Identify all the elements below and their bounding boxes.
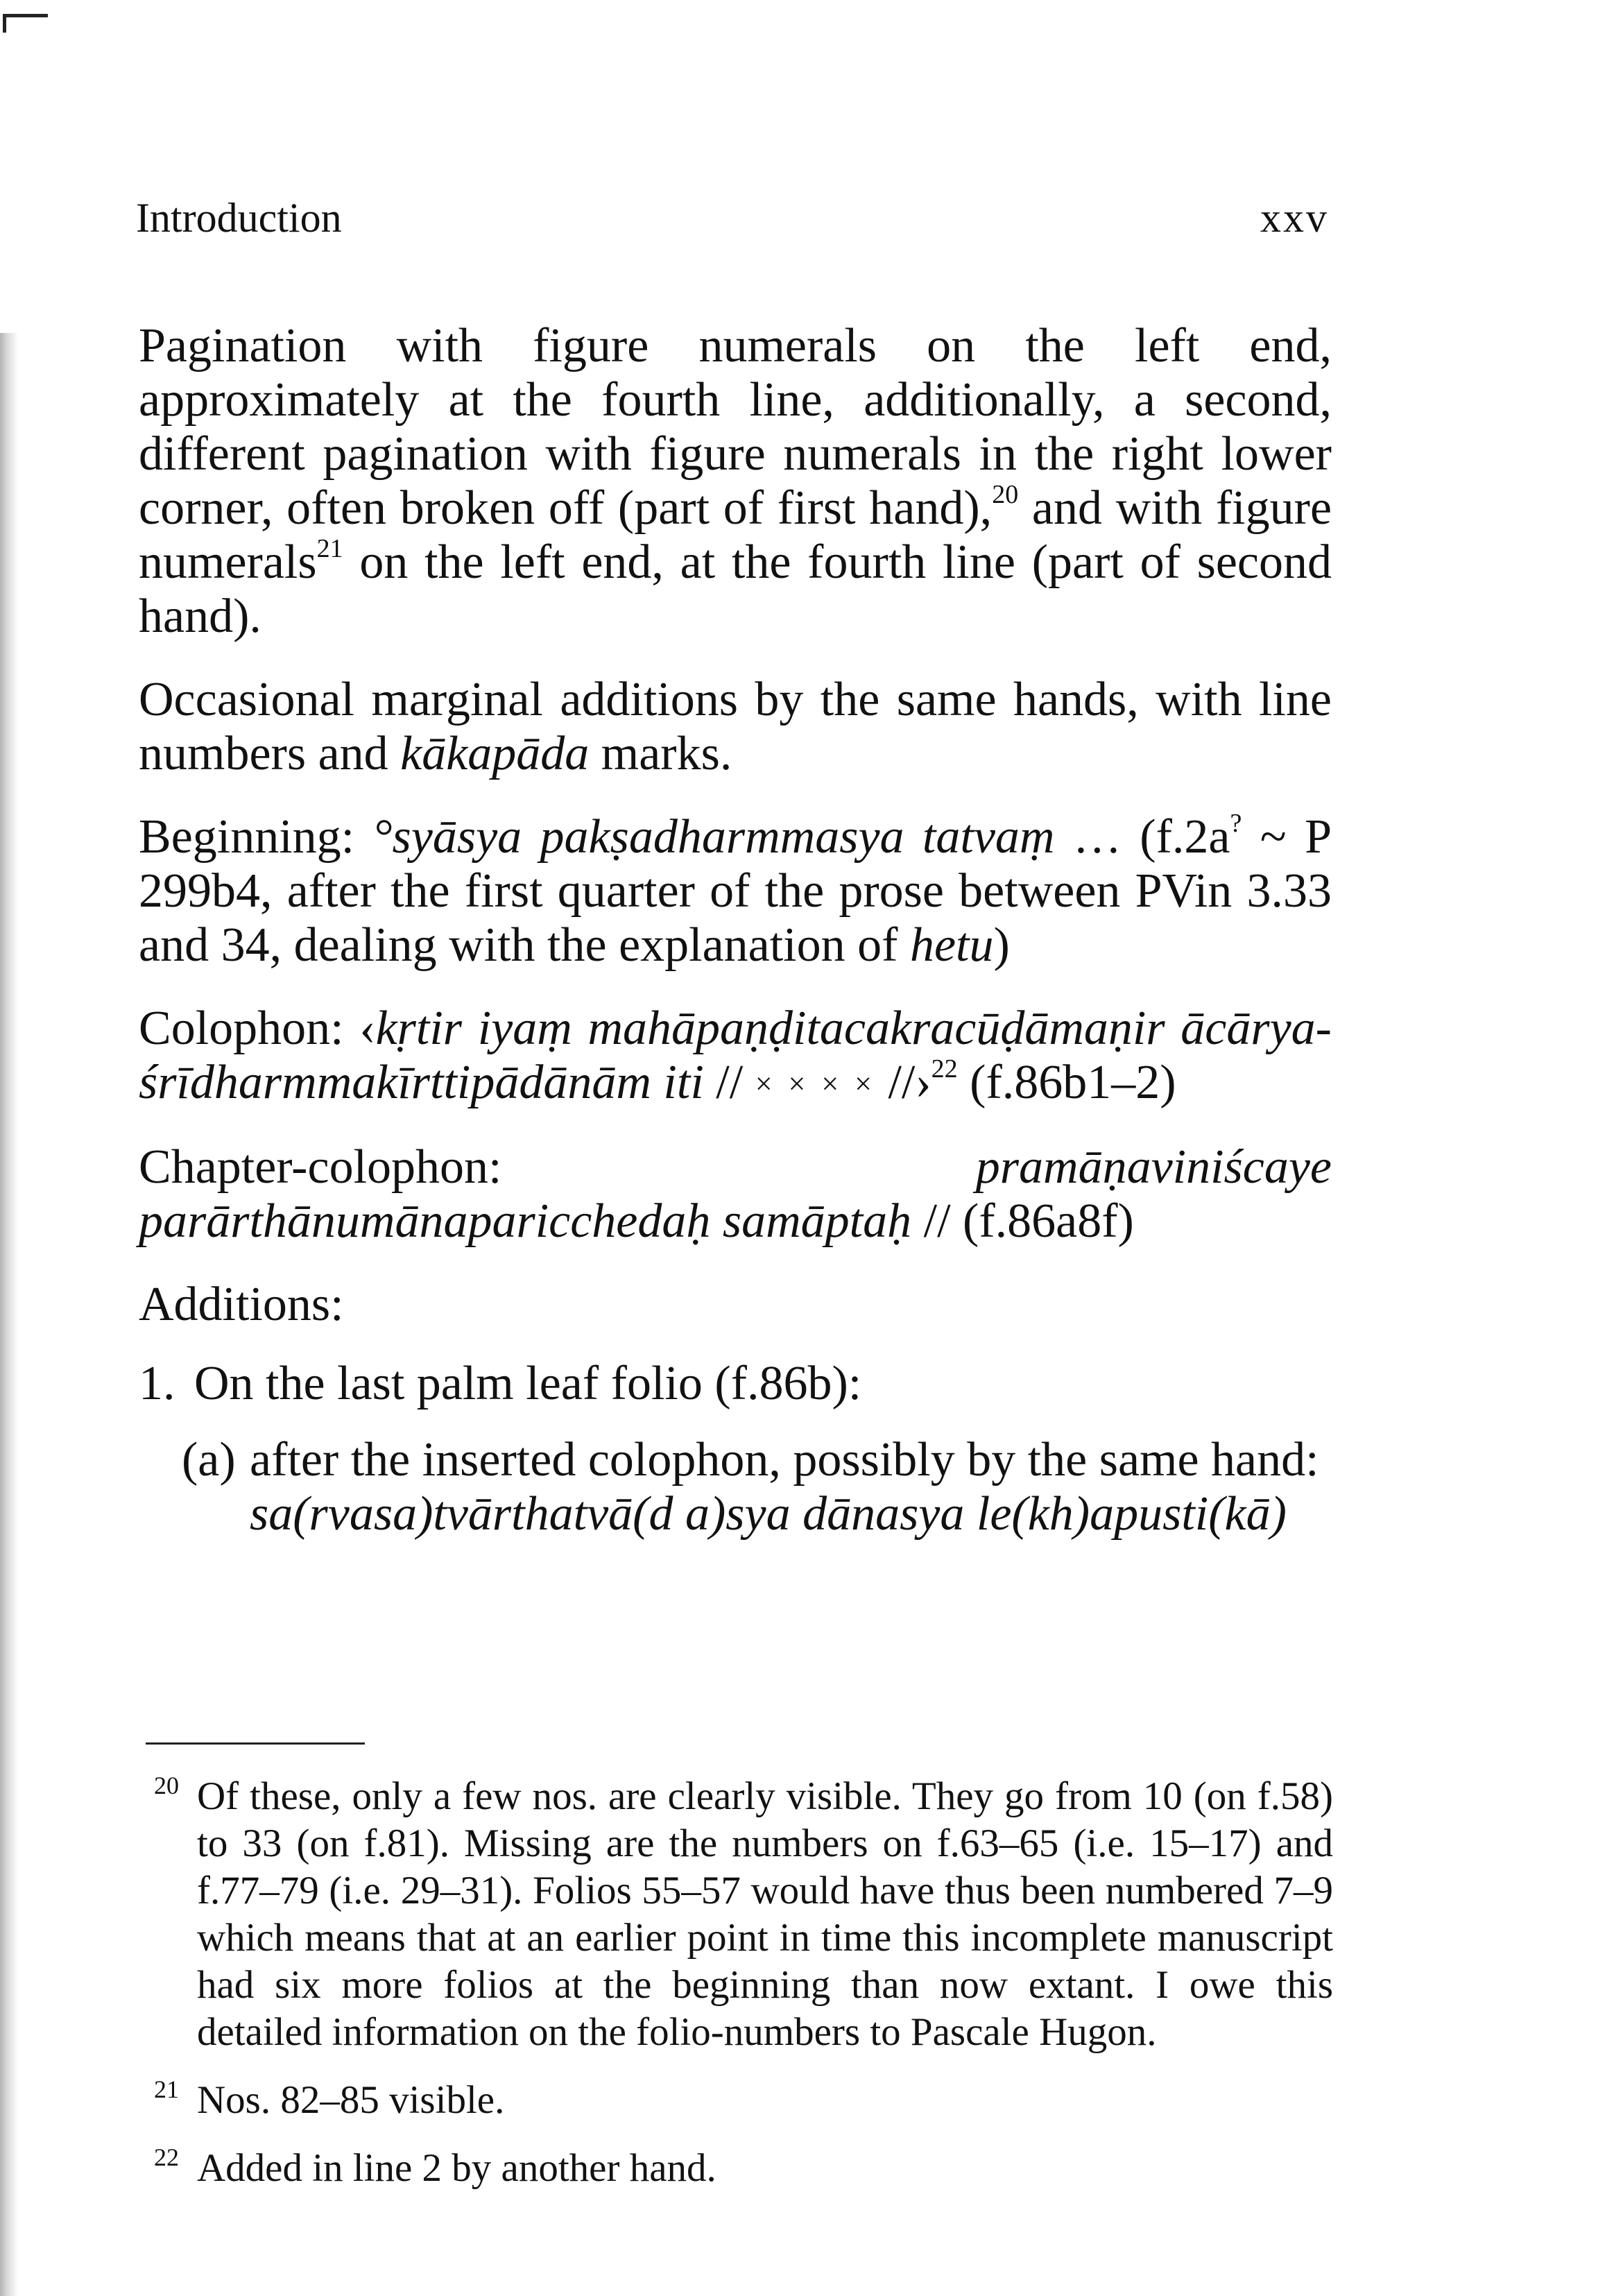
colophon-label: Colophon: [139, 1002, 360, 1055]
footnote-number: 22 [154, 2143, 179, 2171]
footnote-text: Added in line 2 by another hand. [197, 2146, 716, 2190]
term-hetu: hetu [909, 918, 994, 972]
colophon-text-1: // [703, 1056, 755, 1109]
item-number: 1. [139, 1357, 175, 1410]
paragraph-colophon [139, 1002, 1332, 1111]
pagination-text-3: on the left end, at the fourth line (part of second hand). [139, 536, 1332, 643]
paragraph-marginal [139, 673, 1332, 781]
subitem-text: after the inserted colophon, possibly by the same hand: [250, 1433, 1319, 1487]
crop-mark [3, 14, 48, 33]
paragraph-chapter-colophon [139, 1140, 1332, 1249]
footnote-ref-20[interactable]: 20 [992, 480, 1019, 509]
item-text: On the last palm leaf folio (f.86b): [194, 1357, 862, 1410]
chapter-colophon-quote: pramāṇaviniścaye parārthānumānaparicchedaḥ samāptaḥ [139, 1140, 1332, 1248]
footnote-number: 20 [154, 1772, 179, 1799]
subitem-quote: sa(rvasa)tvārthatvā(d a)sya dānasya le(kh)apusti(kā) [250, 1487, 1287, 1541]
page-number: xxv [1260, 195, 1329, 241]
footnote-22 [154, 2145, 1333, 2192]
additions-subitem-a [139, 1433, 1332, 1541]
running-head [136, 194, 1329, 243]
subitem-label: (a) [182, 1433, 236, 1487]
beginning-text-3: ) [993, 918, 1010, 972]
footnote-21 [154, 2077, 1333, 2124]
beginning-quote: °syāsya pakṣadharmmasya tatvaṃ [372, 810, 1055, 864]
chapter-colophon-text: // (f.86a8f) [911, 1194, 1134, 1248]
colophon-text-3: (f.86b1–2) [957, 1056, 1176, 1109]
footnote-20 [154, 1773, 1333, 2056]
footnote-ref-22[interactable]: 22 [931, 1054, 958, 1083]
colophon-text-2: //› [875, 1056, 931, 1109]
pagination-text-2: and with figure numerals [139, 481, 1332, 589]
beginning-query-mark: ? [1230, 809, 1242, 838]
colophon-crosses: × × × × [755, 1067, 876, 1101]
marginal-text-1: Occasional marginal additions by the same hands, with line numbers and [139, 673, 1332, 780]
beginning-text-1: … (f.2a [1054, 810, 1230, 864]
beginning-text-2: ~ P 299b4, after the first quarter of the prose between PVin 3.33 and 34, dealing with the explanation of [139, 810, 1332, 972]
additions-item-1 [139, 1357, 1332, 1411]
paragraph-beginning [139, 810, 1332, 973]
running-head-title: Introduction [136, 195, 342, 241]
footnotes [154, 1773, 1333, 2213]
footnote-separator [146, 1742, 365, 1745]
binding-shadow [0, 333, 18, 2296]
paragraph-pagination [139, 319, 1332, 644]
footnote-text: Nos. 82–85 visible. [197, 2078, 505, 2122]
footnote-text: Of these, only a few nos. are clearly visible. They go from 10 (on f.58) to 33 (on f.81). Missing are the numbers on f.63–65 (i.e. 15–17) and f.77–79 (i.e. 29–31). Folios 55–57 would have thus been numbered 7–9 which means that at an earlier point in time this incomplete manuscript had six more folios at the beginning than now extant. I owe this detailed information on the folio-numbers to Pascale Hugon. [197, 1774, 1333, 2054]
marginal-text-2: marks. [589, 727, 732, 780]
footnote-ref-21[interactable]: 21 [316, 534, 343, 563]
pagination-text-1: Pagination with figure numerals on the left end, approximately at the fourth line, additionally, a second, different pagination with figure numerals in the right lower corner, often broken off (part of first hand), [139, 319, 1332, 535]
term-kakapada: kākapāda [400, 727, 590, 780]
chapter-colophon-label: Chapter-colophon: [139, 1140, 976, 1194]
colophon-open-bracket: ‹ [359, 1002, 376, 1055]
additions-heading: Additions: [139, 1278, 344, 1331]
colophon-quote: kṛtir iyaṃ mahāpaṇḍitacakracūḍāmaṇir ācārya-śrīdharmmakīrttipādānām iti [139, 1002, 1332, 1109]
footnote-number: 21 [154, 2075, 179, 2103]
main-text [139, 319, 1332, 1541]
beginning-label: Beginning: [139, 810, 373, 864]
